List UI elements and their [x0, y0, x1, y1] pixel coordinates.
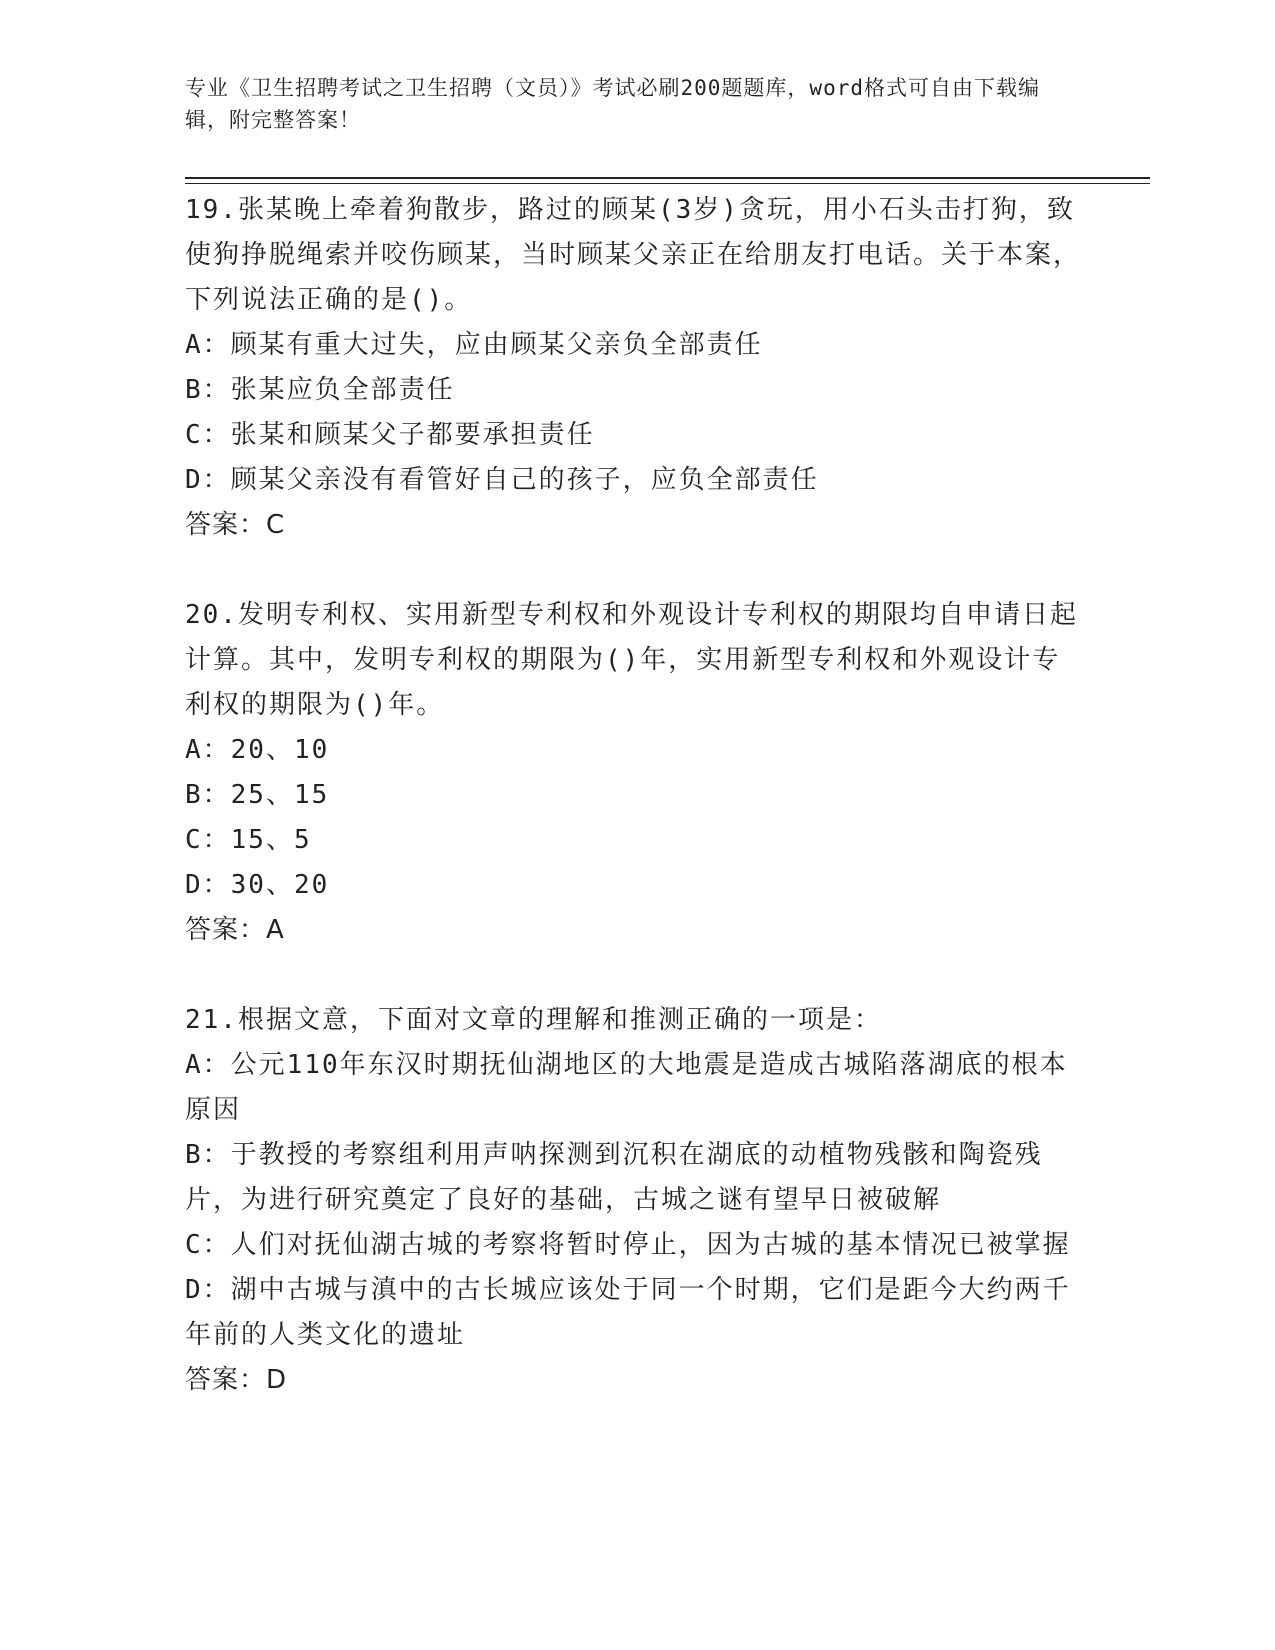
- question-stem: 21.根据文意，下面对文章的理解和推测正确的一项是：: [185, 1005, 882, 1035]
- option-b: B：张某应负全部责任: [185, 375, 455, 405]
- option-c: C：人们对抚仙湖古城的考察将暂时停止，因为古城的基本情况已被掌握: [185, 1230, 1071, 1260]
- answer-line: 答案：A: [185, 915, 285, 945]
- question-20: [185, 593, 1085, 953]
- answer-line: 答案：C: [185, 510, 286, 540]
- document-header: [185, 72, 1065, 136]
- option-a: A：20、10: [185, 735, 330, 765]
- document-title: 专业《卫生招聘考试之卫生招聘（文员）》考试必刷200题题库，word格式可自由下载编辑，附完整答案！: [185, 76, 1040, 132]
- option-d: D：顾某父亲没有看管好自己的孩子，应负全部责任: [185, 465, 819, 495]
- question-stem: 20.发明专利权、实用新型专利权和外观设计专利权的期限均自申请日起计算。其中，发明专利权的期限为()年，实用新型专利权和外观设计专利权的期限为()年。: [185, 600, 1078, 720]
- option-d: D：30、20: [185, 870, 330, 900]
- question-stem: 19.张某晚上牵着狗散步，路过的顾某(3岁)贪玩，用小石头击打狗，致使狗挣脱绳索并咬伤顾某，当时顾某父亲正在给朋友打电话。关于本案，下列说法正确的是()。: [185, 195, 1082, 315]
- option-b: B：于教授的考察组利用声呐探测到沉积在湖底的动植物残骸和陶瓷残片，为进行研究奠定了良好的基础，古城之谜有望早日被破解: [185, 1140, 1043, 1215]
- header-divider-thick: [185, 177, 1150, 179]
- option-c: C：张某和顾某父子都要承担责任: [185, 420, 595, 450]
- question-19: [185, 188, 1085, 548]
- option-b: B：25、15: [185, 780, 330, 810]
- question-list: [185, 188, 1085, 1448]
- option-a: A：顾某有重大过失，应由顾某父亲负全部责任: [185, 330, 763, 360]
- option-c: C：15、5: [185, 825, 312, 855]
- header-divider-thin: [185, 183, 1150, 184]
- answer-line: 答案：D: [185, 1365, 288, 1395]
- option-d: D：湖中古城与滇中的古长城应该处于同一个时期，它们是距今大约两千年前的人类文化的遗址: [185, 1275, 1071, 1350]
- option-a: A：公元110年东汉时期抚仙湖地区的大地震是造成古城陷落湖底的根本原因: [185, 1050, 1068, 1125]
- question-21: [185, 998, 1085, 1403]
